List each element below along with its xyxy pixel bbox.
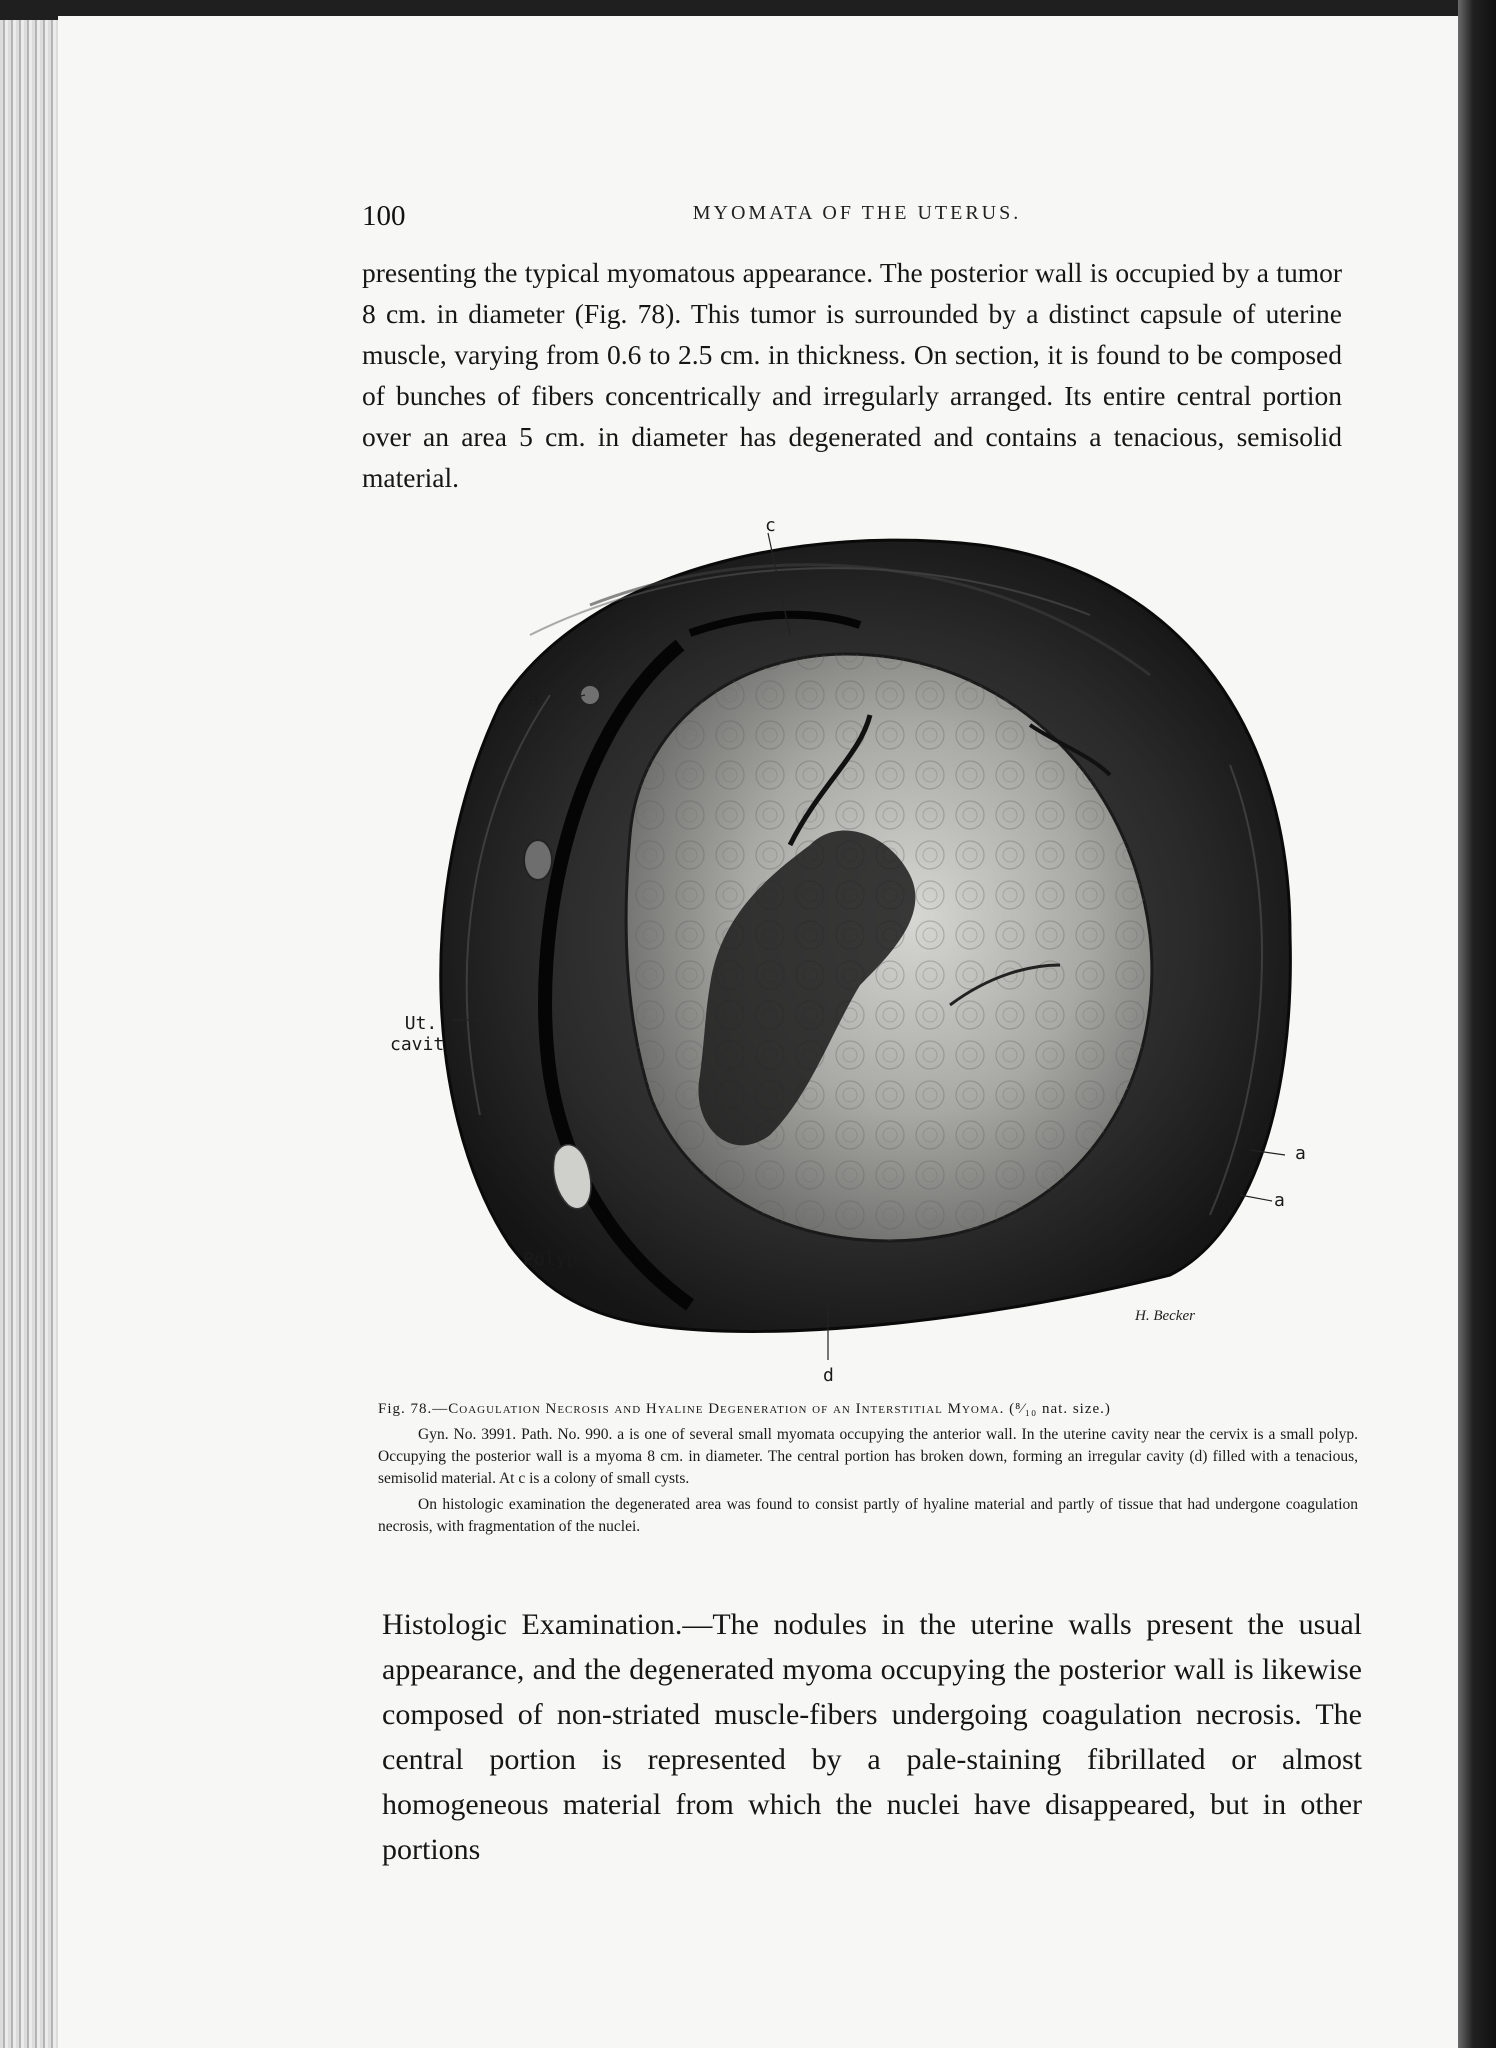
figure-label-c: c: [765, 515, 776, 536]
running-head: MYOMATA OF THE UTERUS.: [692, 202, 1022, 224]
page-number: 100: [362, 200, 406, 232]
figure-label-a: a: [528, 689, 539, 710]
caption-title-line: [378, 1398, 1358, 1420]
paragraph-2: [382, 1602, 1362, 1872]
figure-label-a-right-1: a: [1295, 1143, 1306, 1164]
small-myoma-nodule: [524, 840, 552, 880]
figure-caption: [378, 1398, 1358, 1538]
paragraph-1: presenting the typical myomatous appearance. The posterior wall is occupied by a tumor 8 cm. in diameter (Fig. 78). This tumor is surrounded by a distinct capsule of uterine muscle, varying from 0.6 to 2.5 cm. in thickness. On section, it is found to be composed of bunches of fibers concentrically and irregularly arranged. Its entire central portion over an area 5 cm. in diameter has degenerated and contains a tenacious, semisolid material.: [362, 257, 1342, 493]
artist-signature: H. Becker: [1135, 1308, 1195, 1324]
binding-shadow: [1458, 0, 1496, 2048]
figure-label-ut: Ut.: [404, 1013, 438, 1034]
figure-label-polyp: Polyp: [523, 1249, 578, 1270]
caption-body-2: On histologic examination the degenerated area was found to consist partly of hyaline material and partly of tissue that had undergone coagulation necrosis, with fragmentation of the nuclei.: [378, 1496, 1358, 1535]
paragraph-2-text: —The nodules in the uterine walls present the usual appearance, and the degenerated myoma occupying the posterior wall is likewise composed of non-striated muscle-fibers undergoing coagulation necrosis. The central portion is represented by a pale-staining fibrillated or almost homogeneous material from which the nuclei have disappeared, but in other portions: [382, 1608, 1362, 1866]
section-heading-histologic: Histologic Examination.: [382, 1608, 683, 1641]
figure-label-cavity: cavity: [390, 1034, 456, 1055]
figure-78: [390, 515, 1330, 1395]
caption-body: Gyn. No. 3991. Path. No. 990. a is one of several small myomata occupying the anterior wall. In the uterine cavity near the cervix is a small polyp. Occupying the posterior wall is a myoma 8 cm. in diameter. The central portion has broken down, forming an irregular cavity (d) filled with a tenacious, semisolid material. At c is a colony of small cysts.: [378, 1426, 1358, 1487]
figure-label-a-right-2: a: [1274, 1190, 1285, 1211]
caption-scale: (⁸⁄₁₀ nat. size.): [1009, 1401, 1111, 1417]
figure-label-ut-cavity: [390, 1013, 456, 1055]
figure-label-d: d: [823, 1365, 834, 1386]
caption-title: Coagulation Necrosis and Hyaline Degeneration of an Interstitial Myoma.: [448, 1401, 1005, 1417]
page-stack-edge: [0, 20, 58, 2048]
page-header: [362, 200, 1352, 240]
caption-fig-number: Fig. 78.—: [378, 1401, 449, 1417]
